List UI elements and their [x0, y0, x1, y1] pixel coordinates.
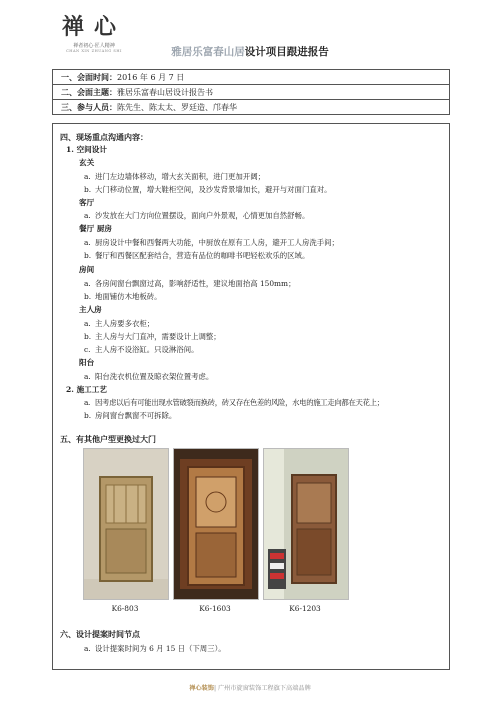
group-title: 阳台: [79, 358, 95, 367]
section-5-title: 五、有其他户型更换过大门: [60, 434, 156, 444]
row-value: 陈先生、陈太太、罗廷造、邝春华: [117, 103, 237, 112]
page-title: [0, 44, 500, 59]
photo-caption: K6-1203: [289, 604, 321, 613]
section-6-title: 六、设计提案时间节点: [60, 629, 140, 639]
group-title: 房间: [79, 265, 95, 274]
list-item: b. 主人房与大门直冲，需要设计上调整；: [84, 332, 221, 341]
footer-text: | 广州市旋窗装饰工程旗下高端品牌: [213, 685, 311, 692]
list-item: a. 主人房要多衣柜；: [84, 319, 155, 328]
door-photo-k6-803: [83, 448, 169, 600]
photo-caption: K6-803: [111, 604, 139, 613]
list-item: a. 进门左边墙体移动，增大玄关面积，进门更加开阔；: [84, 172, 265, 181]
row-label: 一、会面时间：: [61, 72, 117, 82]
photo-caption: K6-1603: [199, 604, 231, 613]
list-item: a. 沙发放在大门方向位置摆设，面向户外景观，心情更加自然舒畅。: [84, 211, 310, 220]
group-title: 客厅: [79, 198, 95, 207]
section-4-title: 四、现场重点沟通内容：: [60, 132, 148, 142]
footer-brand: 禅心装饰: [189, 685, 214, 692]
list-item: a. 设计提案时间为 6 月 15 日（下周三）。: [84, 644, 226, 653]
group-title: 餐厅 厨房: [79, 224, 113, 233]
list-item: b. 房间窗台飘窗不可拆除。: [84, 411, 177, 420]
row-label: 三、参与人员：: [61, 102, 117, 112]
list-item: a. 各房间窗台飘窗过高，影响舒适性，建议地面抬高 150mm；: [84, 279, 296, 288]
list-item: b. 地面铺仿木地板砖。: [84, 292, 162, 301]
page-footer: [0, 683, 500, 692]
meeting-topic-row: [53, 85, 449, 100]
list-item: c. 主人房不设浴缸。只设淋浴间。: [84, 345, 199, 354]
title-project: 雅居乐富春山居: [171, 46, 245, 58]
group-title: 主人房: [79, 305, 102, 314]
list-item: a. 因考虑以后有可能出现水管破裂而换砖，砖又存在色差的风险，水电的施工走向都在天花上；: [84, 398, 384, 407]
row-label: 二、会面主题：: [61, 87, 117, 97]
logo-pinyin: CHAN XIN ZHUANG SHI: [66, 49, 122, 53]
part-construction: 2. 施工工艺: [66, 385, 107, 394]
door-photo-k6-1203: [263, 448, 349, 600]
logo-slogan: 禅者初心·匠人精神: [73, 43, 115, 49]
row-value: 2016 年 6 月 7 日: [117, 73, 185, 82]
list-item: b. 大门移动位置，增大鞋柜空间，及沙发背景墙加长，避开与对面门直对。: [84, 185, 332, 194]
meeting-time-row: [53, 70, 449, 85]
row-value: 雅居乐富春山居设计报告书: [117, 88, 213, 97]
logo-text: 禅心: [61, 14, 126, 40]
part-space-design: 1. 空间设计: [66, 145, 107, 154]
list-item: b. 餐厅和西餐区配套结合，营造有品位的咖啡书吧轻松欢乐的区域。: [84, 251, 310, 260]
list-item: a. 厨房设计中餐和西餐两大功能，中厨放在原有工人房，避开工人房洗手间；: [84, 238, 339, 247]
title-report: 设计项目跟进报告: [244, 46, 329, 58]
door-photo-k6-1603: [173, 448, 259, 600]
group-title: 玄关: [79, 158, 95, 167]
meeting-info-table: [52, 69, 450, 115]
list-item: a. 阳台洗衣机位置及晾衣架位置考虑。: [84, 372, 214, 381]
participants-row: [53, 100, 449, 114]
